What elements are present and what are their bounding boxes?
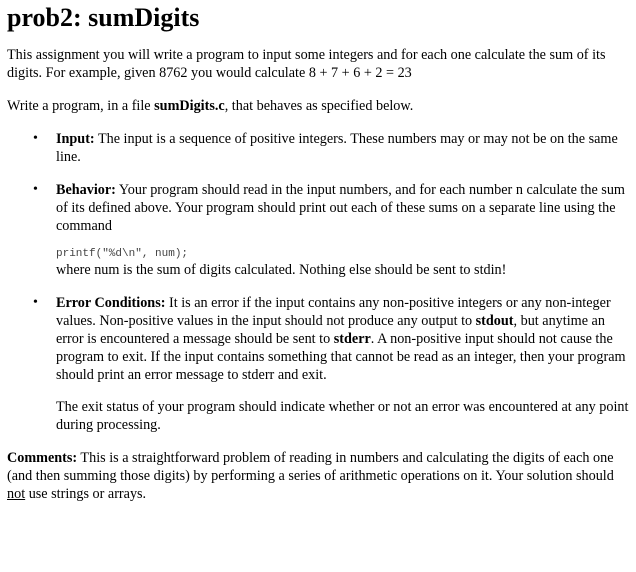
list-item-behavior: [33, 181, 630, 279]
list-item-input: [33, 130, 630, 166]
bullet-icon: •: [33, 295, 38, 310]
errors-text-3: . A non-positive input should not cause the program to exit. If the input contains something that cannot be read as an integer, then your program should print an error message to stderr and exit.: [56, 331, 626, 383]
comments-paragraph: [7, 449, 630, 503]
spec-list: [7, 130, 630, 434]
not-emphasis: not: [7, 486, 26, 502]
errors-text-2: , but anytime an error is encountered a message should be sent to: [56, 313, 605, 347]
input-text: The input is a sequence of positive integers. These numbers may or may not be on the same line.: [56, 131, 618, 165]
stdout-term: stdout: [475, 313, 514, 329]
intro-paragraph: [7, 46, 630, 82]
errors-text-1: It is an error if the input contains any non-positive integers or any non-integer values. Non-positive values in the input should not produce any output to: [56, 295, 611, 329]
bullet-icon: •: [33, 182, 38, 197]
exit-status-text: The exit status of your program should indicate whether or not an error was encountered at any point during processing.: [56, 399, 629, 433]
assignment-page: [0, 4, 636, 503]
comments-label: Comments:: [7, 450, 78, 466]
write-suffix: , that behaves as specified below.: [224, 98, 414, 114]
list-item-errors: [33, 294, 630, 434]
behavior-after-code: where num is the sum of digits calculated. Nothing else should be sent to stdin!: [56, 262, 507, 278]
intro-text: This assignment you will write a program to input some integers and for each one calculate the sum of its digits. For example, given 8762 you would calculate 8 + 7 + 6 + 2 = 23: [7, 47, 606, 81]
comments-text-1: This is a straightforward problem of reading in numbers and calculating the digits of each one (and then summing those digits) by performing a series of arithmetic operations on it. Your solution should: [7, 450, 614, 484]
stderr-term: stderr: [333, 331, 371, 347]
errors-label: Error Conditions:: [56, 295, 166, 311]
page-title: prob2: sumDigits: [7, 3, 200, 32]
bullet-icon: •: [33, 131, 38, 146]
behavior-text: Your program should read in the input numbers, and for each number n calculate the sum of its defined above. Your program should print out each of these sums on a separate line using the command: [56, 182, 625, 234]
filename: sumDigits.c: [154, 98, 225, 114]
behavior-label: Behavior:: [56, 182, 116, 198]
write-program-paragraph: [7, 97, 630, 115]
write-prefix: Write a program, in a file: [7, 98, 155, 114]
printf-code: printf("%d\n", num);: [56, 248, 189, 260]
input-label: Input:: [56, 131, 95, 147]
comments-text-2: use strings or arrays.: [25, 486, 147, 502]
